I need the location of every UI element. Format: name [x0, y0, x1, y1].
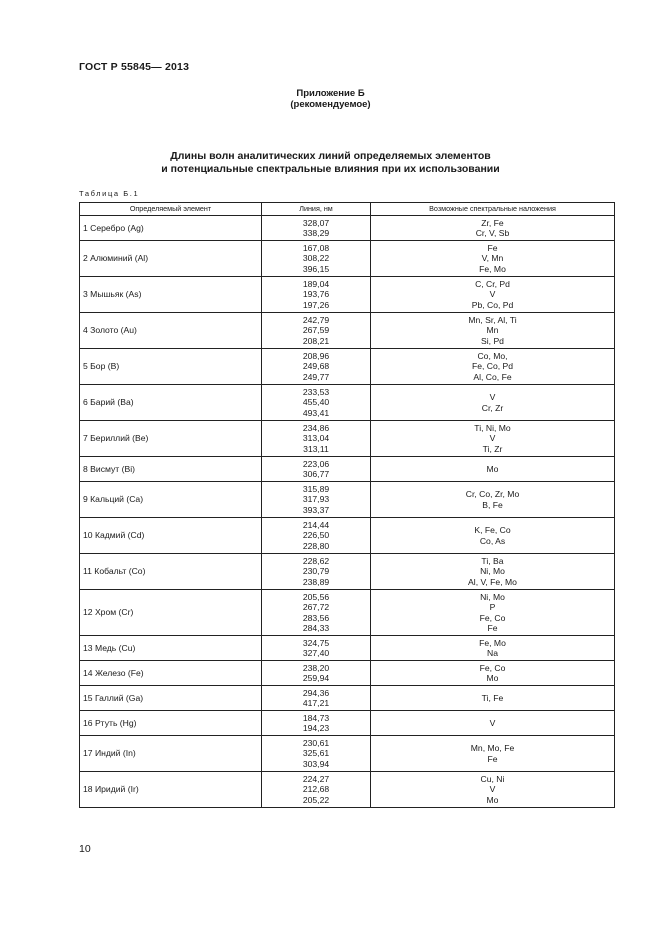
line-value: 294,36	[302, 687, 330, 698]
overlap-value: K, Fe, Co	[474, 525, 511, 535]
cell-element: 13 Медь (Cu)	[80, 636, 262, 661]
page-number: 10	[79, 843, 91, 855]
table-row	[80, 772, 615, 808]
overlap-value: Cu, Ni	[480, 773, 505, 784]
cell-element: 11 Кобальт (Co)	[80, 554, 262, 590]
overlap-value: Si, Pd	[481, 335, 504, 346]
line-value: 242,79	[302, 314, 330, 325]
line-value: 214,44	[302, 519, 330, 530]
overlap-value: Na	[487, 648, 498, 658]
overlap-value: Fe, Co	[479, 662, 506, 673]
cell-lines	[262, 313, 371, 349]
cell-lines	[262, 518, 371, 554]
cell-overlaps	[371, 686, 615, 711]
line-value: 238,20	[302, 662, 330, 673]
overlap-value: V, Mn	[481, 253, 504, 264]
line-value: 226,50	[302, 530, 330, 541]
line-value: 233,53	[302, 386, 330, 397]
overlap-value: Mn, Sr, Al, Ti	[468, 314, 517, 325]
wavelength-table	[79, 202, 615, 808]
cell-overlaps	[371, 772, 615, 808]
cell-element: 6 Барий (Ba)	[80, 385, 262, 421]
cell-overlaps	[371, 554, 615, 590]
cell-overlaps	[371, 277, 615, 313]
line-value: 224,27	[302, 773, 330, 784]
line-value: 228,62	[302, 555, 330, 566]
overlap-value: Fe, Co	[479, 612, 506, 623]
cell-element: 5 Бор (B)	[80, 349, 262, 385]
line-value: 317,93	[302, 494, 330, 505]
cell-overlaps	[371, 421, 615, 457]
table-row	[80, 636, 615, 661]
cell-overlaps	[371, 457, 615, 482]
table-row	[80, 482, 615, 518]
cell-element: 2 Алюминий (Al)	[80, 241, 262, 277]
table-row	[80, 313, 615, 349]
overlap-value: Mn, Mo, Fe	[470, 743, 515, 753]
line-value: 249,68	[302, 361, 330, 372]
cell-lines	[262, 421, 371, 457]
table-row	[80, 661, 615, 686]
overlap-value: B, Fe	[482, 499, 503, 510]
overlap-value: Mo	[486, 794, 499, 805]
table-row	[80, 421, 615, 457]
cell-lines	[262, 349, 371, 385]
cell-element: 4 Золото (Au)	[80, 313, 262, 349]
cell-element: 16 Ртуть (Hg)	[80, 711, 262, 736]
cell-lines	[262, 772, 371, 808]
cell-overlaps	[371, 313, 615, 349]
table-caption: Таблица Б.1	[79, 189, 140, 198]
cell-lines	[262, 216, 371, 241]
overlap-value: Fe	[487, 753, 498, 764]
line-value: 324,75	[302, 637, 330, 648]
table-title-line-2: и потенциальные спектральные влияния при их использовании	[161, 163, 500, 175]
overlap-value: Ti, Ba	[481, 555, 504, 566]
cell-element: 18 Иридий (Ir)	[80, 772, 262, 808]
table-row	[80, 686, 615, 711]
overlap-value: Cr, V, Sb	[475, 228, 510, 238]
table-title-line-1: Длины волн аналитических линий определяемых элементов	[170, 150, 491, 162]
table-row	[80, 277, 615, 313]
cell-lines	[262, 241, 371, 277]
line-value: 249,77	[302, 371, 330, 382]
table-row	[80, 736, 615, 772]
overlap-value: Fe	[487, 242, 498, 253]
cell-lines	[262, 711, 371, 736]
overlap-value: Ti, Ni, Mo	[474, 422, 511, 433]
line-value: 328,07	[302, 217, 330, 228]
cell-overlaps	[371, 216, 615, 241]
overlap-value: Fe, Co, Pd	[471, 361, 514, 372]
overlap-value: Al, Co, Fe	[473, 371, 512, 382]
overlap-value: Fe	[487, 623, 498, 633]
overlap-value: Ni, Mo	[480, 591, 505, 602]
cell-lines	[262, 554, 371, 590]
cell-lines	[262, 661, 371, 686]
line-value: 234,86	[302, 422, 330, 433]
line-value: 313,11	[303, 443, 329, 454]
overlap-value: V	[489, 289, 496, 300]
table-row	[80, 711, 615, 736]
overlap-value: Mo	[486, 463, 499, 474]
overlap-value: Zr, Fe	[481, 217, 504, 228]
line-value: 315,89	[302, 483, 330, 494]
line-value: 493,41	[302, 407, 330, 418]
cell-element: 3 Мышьяк (As)	[80, 277, 262, 313]
overlap-value: Fe, Mo	[479, 637, 506, 648]
table-body	[80, 216, 615, 808]
line-value: 230,61	[302, 737, 330, 748]
line-value: 208,96	[302, 350, 330, 361]
line-value: 208,21	[302, 335, 330, 346]
line-value: 228,80	[302, 540, 330, 551]
line-value: 205,22	[302, 794, 330, 805]
line-value: 327,40	[302, 648, 330, 658]
cell-overlaps	[371, 590, 615, 636]
line-value: 325,61	[302, 748, 330, 759]
cell-element: 10 Кадмий (Cd)	[80, 518, 262, 554]
cell-lines	[262, 385, 371, 421]
cell-lines	[262, 686, 371, 711]
cell-lines	[262, 590, 371, 636]
appendix-status: (рекомендуемое)	[290, 99, 371, 110]
line-value: 223,06	[302, 458, 330, 469]
table-row	[80, 241, 615, 277]
line-value: 238,89	[302, 576, 330, 587]
cell-element: 7 Бериллий (Be)	[80, 421, 262, 457]
line-value: 184,73	[302, 712, 330, 723]
overlap-value: V	[489, 784, 496, 795]
overlap-value: Co, As	[479, 535, 506, 546]
table-row	[80, 554, 615, 590]
line-value: 205,56	[302, 591, 330, 602]
cell-overlaps	[371, 349, 615, 385]
overlap-value: Ti, Fe	[481, 692, 504, 703]
overlap-value: V	[489, 433, 496, 444]
line-value: 259,94	[302, 673, 330, 683]
cell-overlaps	[371, 711, 615, 736]
cell-overlaps	[371, 482, 615, 518]
cell-element: 15 Галлий (Ga)	[80, 686, 262, 711]
line-value: 283,56	[302, 612, 330, 623]
line-value: 193,76	[302, 289, 330, 300]
line-value: 167,08	[302, 242, 330, 253]
line-value: 396,15	[302, 263, 330, 274]
line-value: 194,23	[302, 723, 330, 733]
overlap-value: Pb, Co, Pd	[471, 299, 514, 310]
appendix-heading	[0, 88, 661, 110]
cell-element: 17 Индий (In)	[80, 736, 262, 772]
table-header-row	[80, 203, 615, 216]
overlap-value: Ti, Zr	[482, 443, 503, 454]
line-value: 284,33	[302, 623, 330, 633]
cell-lines	[262, 482, 371, 518]
column-header-overlaps: Возможные спектральные наложения	[371, 203, 615, 216]
line-value: 417,21	[302, 698, 330, 708]
overlap-value: V	[489, 392, 496, 402]
cell-overlaps	[371, 661, 615, 686]
line-value: 313,04	[302, 433, 330, 444]
cell-element: 12 Хром (Cr)	[80, 590, 262, 636]
cell-lines	[262, 277, 371, 313]
appendix-title: Приложение Б	[296, 88, 365, 99]
cell-overlaps	[371, 636, 615, 661]
overlap-value: Fe, Mo	[479, 263, 506, 274]
cell-overlaps	[371, 385, 615, 421]
overlap-value: V	[489, 717, 496, 728]
line-value: 393,37	[302, 504, 330, 515]
overlap-value: Al, V, Fe, Mo	[468, 576, 517, 587]
line-value: 306,77	[302, 469, 330, 479]
line-value: 230,79	[302, 566, 330, 577]
table-row	[80, 518, 615, 554]
cell-element: 14 Железо (Fe)	[80, 661, 262, 686]
table-row	[80, 385, 615, 421]
table-row	[80, 216, 615, 241]
overlap-value: Mo	[486, 673, 499, 683]
overlap-value: Mn	[486, 325, 499, 336]
column-header-element: Определяемый элемент	[80, 203, 262, 216]
cell-overlaps	[371, 518, 615, 554]
table-row	[80, 349, 615, 385]
line-value: 197,26	[302, 299, 330, 310]
line-value: 189,04	[302, 278, 330, 289]
line-value: 303,94	[302, 758, 330, 769]
line-value: 267,59	[302, 325, 330, 336]
overlap-value: Ni, Mo	[480, 566, 505, 577]
line-value: 338,29	[302, 228, 330, 238]
cell-overlaps	[371, 241, 615, 277]
overlap-value: C, Cr, Pd	[475, 278, 510, 289]
cell-element: 8 Висмут (Bi)	[80, 457, 262, 482]
cell-lines	[262, 736, 371, 772]
overlap-value: Cr, Co, Zr, Mo	[465, 489, 520, 499]
line-value: 455,40	[302, 397, 330, 408]
overlap-value: P	[489, 602, 496, 612]
table-title	[0, 150, 661, 176]
table-row	[80, 457, 615, 482]
column-header-line: Линия, нм	[262, 203, 371, 216]
cell-overlaps	[371, 736, 615, 772]
cell-element: 1 Серебро (Ag)	[80, 216, 262, 241]
line-value: 308,22	[302, 253, 330, 264]
overlap-value: Cr, Zr	[481, 402, 504, 413]
overlap-value: Co, Mo,	[477, 350, 508, 361]
cell-lines	[262, 636, 371, 661]
cell-element: 9 Кальций (Ca)	[80, 482, 262, 518]
table-row	[80, 590, 615, 636]
document-header: ГОСТ Р 55845— 2013	[79, 61, 190, 73]
line-value: 267,72	[302, 602, 330, 612]
line-value: 212,68	[302, 784, 330, 795]
cell-lines	[262, 457, 371, 482]
